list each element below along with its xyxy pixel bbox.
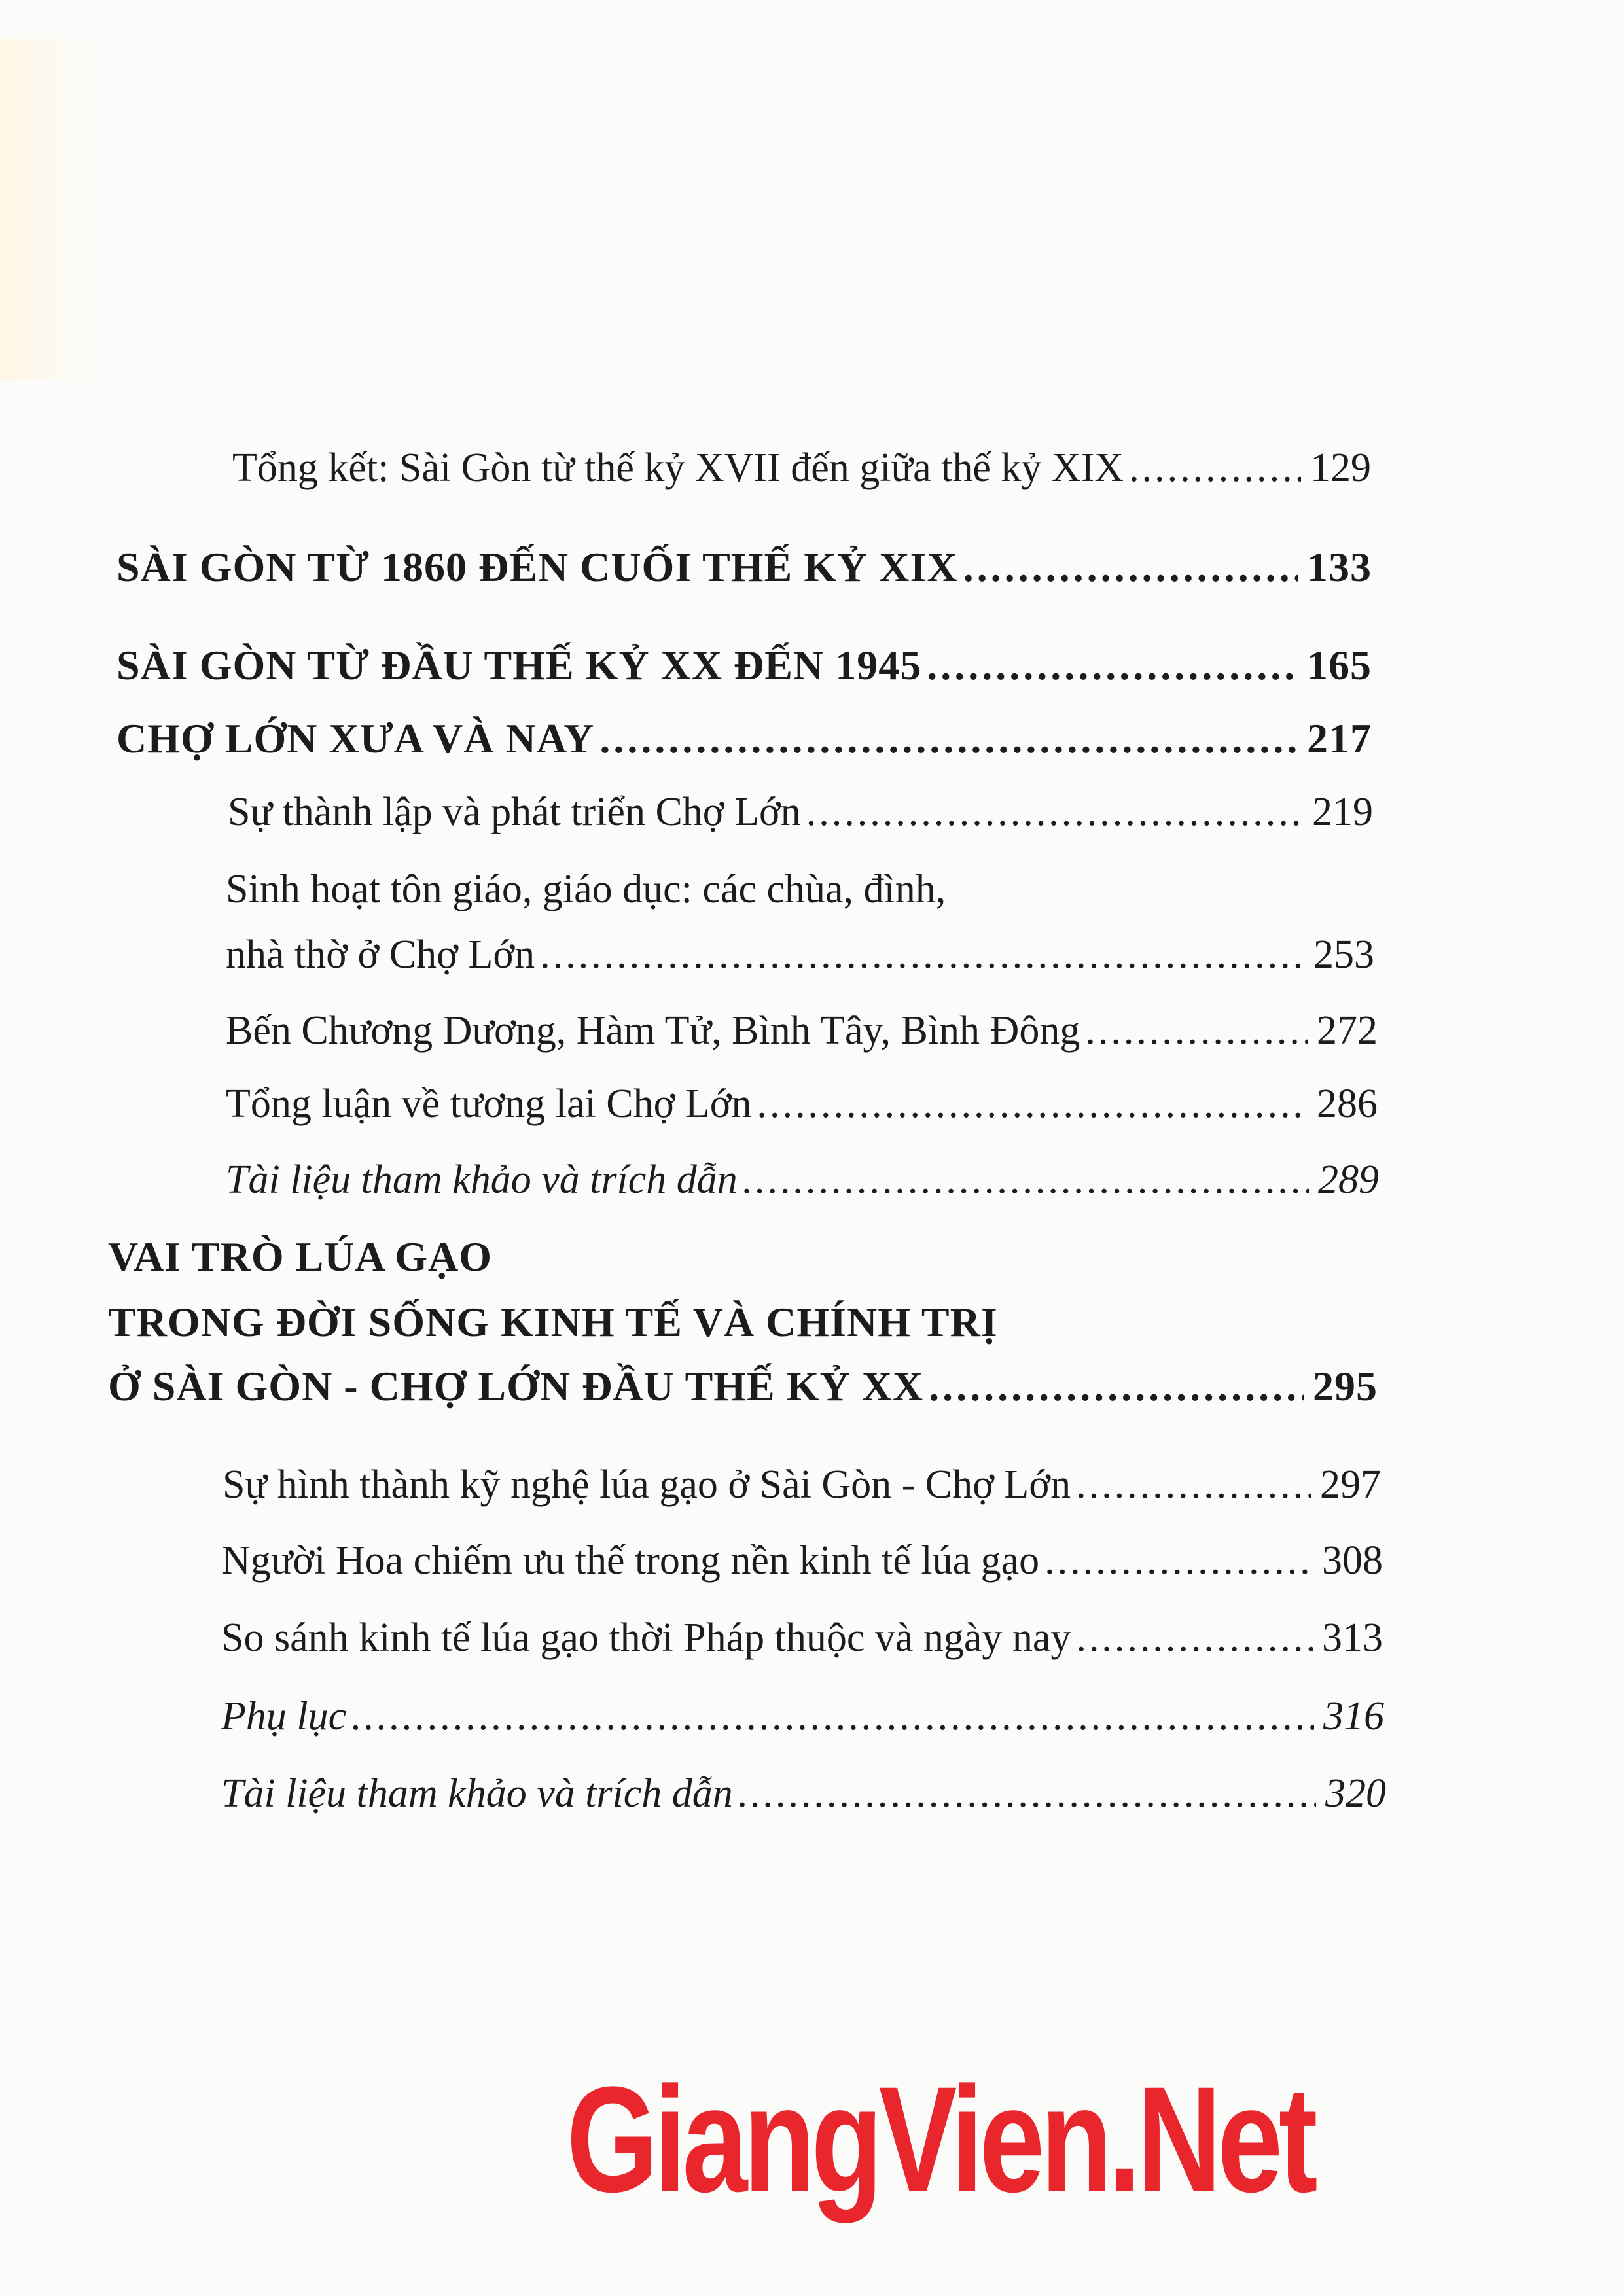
toc-chapter-page: 217 [1307,715,1372,762]
toc-chapter-title: CHỢ LỚN XƯA VÀ NAY [116,715,595,762]
toc-entry-title: So sánh kinh tế lúa gạo thời Pháp thuộc và ngày nay [221,1616,1071,1660]
toc-entry-title: Bến Chương Dương, Hàm Tử, Bình Tây, Bình Đông [226,1008,1080,1053]
toc-chapter [116,715,1372,763]
toc-entry-title: Tổng luận về tương lai Chợ Lớn [226,1082,752,1126]
toc-entry [232,445,1371,491]
dot-leader [351,1693,1314,1740]
toc-chapter-page: 165 [1307,642,1372,688]
toc-entry [221,1771,1386,1817]
toc-entry-page: 272 [1317,1008,1378,1053]
dot-leader [963,543,1298,592]
toc-entry-title: nhà thờ ở Chợ Lớn [226,932,535,977]
toc-entry [226,932,1374,978]
toc-entry-page: 308 [1322,1538,1383,1583]
toc-entry-page: 129 [1310,446,1371,490]
toc-chapter-title: SÀI GÒN TỪ ĐẦU THẾ KỶ XX ĐẾN 1945 [116,642,922,688]
toc-entry-page: 316 [1323,1694,1384,1739]
toc-entry-page: 289 [1318,1157,1379,1202]
dot-leader [1076,1462,1311,1508]
toc-entry-page: 313 [1322,1616,1383,1660]
toc-entry-page: 253 [1313,932,1374,977]
dot-leader [1129,445,1301,491]
toc-entry [226,1008,1378,1054]
dot-leader [1044,1538,1313,1584]
toc-chapter [116,543,1372,592]
toc-chapter-page: 295 [1313,1363,1378,1409]
dot-leader [1085,1008,1308,1054]
toc-entry-page: 219 [1312,790,1373,834]
dot-leader [1076,1615,1313,1661]
toc-entry-title: Sự thành lập và phát triển Chợ Lớn [228,790,801,834]
toc-entry-title: Phụ lục [221,1694,347,1739]
toc-entry [228,789,1373,836]
dot-leader [540,932,1304,978]
toc-chapter-title: Ở SÀI GÒN - CHỢ LỚN ĐẦU THẾ KỶ XX [108,1363,924,1409]
dot-leader [599,715,1298,763]
toc-chapter-title-line: TRONG ĐỜI SỐNG KINH TẾ VÀ CHÍNH TRỊ [108,1299,998,1345]
dot-leader [757,1081,1308,1127]
dot-leader [738,1771,1316,1817]
toc-entry-title: Tài liệu tham khảo và trích dẫn [221,1771,733,1816]
toc-entry-title: Tổng kết: Sài Gòn từ thế kỷ XVII đến giữa thế kỷ XIX [232,446,1124,490]
dot-leader [929,1362,1304,1411]
toc-entry [223,1462,1381,1508]
toc-entry [226,1081,1378,1127]
toc-entry-title: Người Hoa chiếm ưu thế trong nền kinh tế lúa gạo [221,1538,1040,1583]
toc-chapter-page: 133 [1307,544,1372,590]
toc-entry-title: Tài liệu tham khảo và trích dẫn [226,1157,738,1202]
site-watermark: GiangVien.Net [566,2055,1314,2223]
toc-entry-title: Sự hình thành kỹ nghệ lúa gạo ở Sài Gòn - Chợ Lớn [223,1462,1071,1507]
toc-chapter-title-line: VAI TRÒ LÚA GẠO [108,1233,492,1280]
toc-entry [226,1157,1379,1203]
dot-leader [806,789,1303,836]
dot-leader [927,641,1298,690]
toc-entry [221,1615,1383,1661]
toc-entry-page: 320 [1325,1771,1386,1816]
toc-chapter [116,641,1372,690]
toc-entry [221,1538,1383,1584]
toc-entry-page: 286 [1317,1082,1378,1126]
toc-entry [221,1693,1384,1740]
toc-entry-title-line: Sinh hoạt tôn giáo, giáo dục: các chùa, đình, [226,867,946,911]
toc-chapter [108,1362,1378,1411]
dot-leader [743,1157,1309,1203]
toc-entry-page: 297 [1320,1462,1381,1507]
toc-chapter-title: SÀI GÒN TỪ 1860 ĐẾN CUỐI THẾ KỶ XIX [116,544,958,590]
